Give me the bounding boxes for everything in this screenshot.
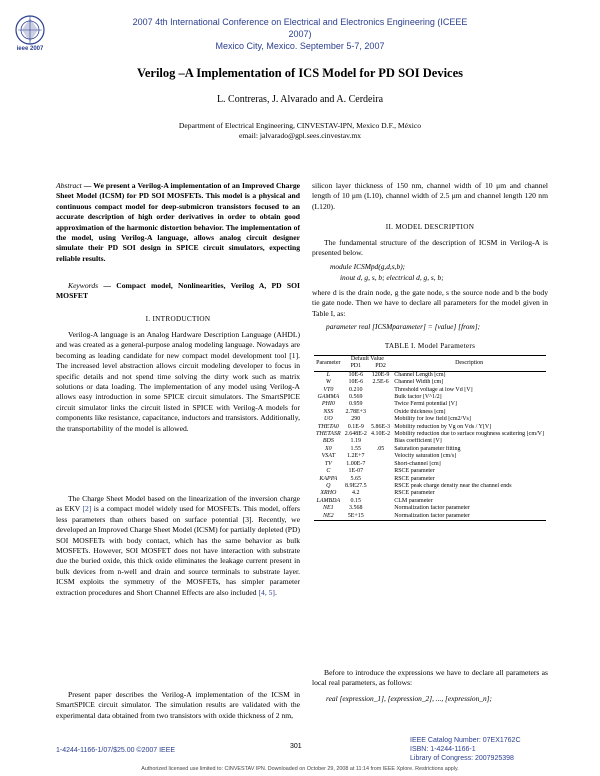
table-caption: TABLE I. Model Parameters: [384, 342, 476, 350]
introduction-body: [56, 330, 300, 434]
pd1-value-cell: 10E-6: [348, 371, 364, 378]
param-name-cell: UO: [324, 416, 333, 423]
keywords-text: Compact model, Nonlinearities, Verilog A, PD SOI MOSFET: [56, 281, 300, 301]
keywords-label: Keywords: [68, 281, 99, 290]
page-number: 301: [290, 743, 302, 750]
pd1-value-cell: 1.00E-7: [346, 460, 366, 467]
col-header-parameter: Parameter: [314, 356, 343, 372]
ieee-logo-icon: [8, 12, 52, 64]
affiliation-text: Department of Electrical Engineering, CINVESTAV-IPN, Mexico D.F., México: [178, 121, 422, 130]
table-row: [314, 461, 546, 468]
keywords: Keywords — Compact model, Nonlinearities, Verilog A, PD SOI MOSFET: [56, 281, 300, 301]
citation-link-2[interactable]: [2]: [82, 504, 92, 514]
verilog-module-code: [330, 262, 548, 283]
table-row: [314, 513, 546, 521]
pd1-value-cell: 5E+15: [343, 513, 369, 521]
pd1-value-cell: 0.959: [349, 401, 363, 408]
model-description-p1: [312, 238, 548, 259]
description-cell: Short-channel [cm]: [394, 460, 441, 467]
table-row: [314, 490, 546, 497]
param-name-cell: GAMMA: [317, 394, 340, 401]
pd2-value-cell: 4.10E-2: [370, 431, 391, 438]
pd2-value-cell: [369, 453, 392, 460]
right-intro-continuation: [312, 181, 548, 212]
description-cell: Mobility reduction by Vg on Vds / Y[V]: [394, 423, 492, 430]
pd1-value-cell: 1.55: [350, 445, 362, 452]
pd1-value-cell: 5.65: [350, 475, 362, 482]
pd2-value-cell: [369, 416, 392, 423]
description-cell: Threshold voltage at low Vd [V]: [394, 386, 473, 393]
section-heading-introduction: I. INTRODUCTION: [145, 315, 211, 323]
author-email: email: jalvarado@gpl.sees.cinvestav.mx: [238, 131, 362, 140]
pd1-value-cell: 2.648E-2: [344, 431, 367, 438]
description-cell: Normalization factor parameter: [392, 513, 546, 521]
pd2-value-cell: [369, 409, 392, 416]
param-name-cell: LAMBDA: [316, 497, 341, 504]
library-congress: Library of Congress: 2007925398: [410, 755, 514, 762]
pd2-value-cell: [369, 387, 392, 394]
description-cell: Twice Fermi potential [V]: [394, 401, 457, 408]
param-name-cell: X0: [325, 445, 332, 452]
pd1-value-cell: 1E-07: [348, 468, 364, 475]
table-row: [314, 409, 546, 416]
intro-paragraph-3-text: Present paper describes the Verilog-A implementation of the ICSM in SmartSPICE circuit simulator. The simulation results are validated with the experimental data obtained from two transistors with oxide thickness of 2 nm,: [56, 690, 300, 720]
pd1-value-cell: 10E-6: [348, 379, 364, 386]
pd2-value-cell: [369, 498, 392, 505]
pd2-value-cell: 2.5E-6: [372, 379, 389, 386]
table-row: [314, 438, 546, 445]
right-intro-text: silicon layer thickness of 150 nm, channel width of 10 μm and channel length of 10 μm (L10), channel width of 2.5 μm and channel length 120 nm (L120).: [312, 181, 548, 211]
param-name-cell: VSAT: [321, 453, 336, 460]
ieee-logo: [8, 12, 52, 64]
param-name-cell: Q: [326, 482, 331, 489]
footer-catalog: [410, 736, 521, 763]
description-cell: RSCE parameter: [394, 475, 435, 482]
pd2-value-cell: [369, 490, 392, 497]
pd1-value-cell: 0.15: [350, 497, 362, 504]
parameter-table: [314, 355, 546, 521]
conference-location: Mexico City, Mexico. September 5-7, 2007: [215, 41, 385, 51]
pd1-value-cell: 0.210: [349, 386, 363, 393]
table-row: [314, 387, 546, 394]
table-row: [314, 468, 546, 475]
after-table-text: Before to introduce the expressions we have to declare all parameters as local real parameters, as follows:: [312, 668, 548, 688]
description-cell: Bulk factor [V^1/2]: [394, 394, 442, 401]
col-header-pd1: PD1: [343, 363, 369, 371]
table-row: [314, 424, 546, 431]
description-cell: Normalization factor parameter: [394, 505, 470, 512]
code-line-inout: inout d, g, s, b; electrical d, g, s, b;: [340, 272, 444, 282]
description-cell: CLM parameter: [394, 497, 433, 504]
description-cell: RSCE peak charge density near the channel ends: [394, 482, 512, 489]
real-declaration: real [expression_1], [expression_2], ..., [expression_n];: [326, 694, 492, 703]
pd1-value-cell: 0.1E-9: [347, 423, 364, 430]
pd2-value-cell: [369, 438, 392, 445]
param-name-cell: VT0: [323, 386, 334, 393]
description-cell: Mobility reduction due to surface roughness scattering [cm/V]: [394, 431, 544, 438]
pd2-value-cell: 120E-9: [371, 371, 390, 378]
model-description-p1-text: The fundamental structure of the description of ICSM in Verilog-A is presented below.: [312, 238, 548, 258]
param-name-cell: KAPPA: [319, 475, 338, 482]
description-cell: Channel Length [cm]: [394, 371, 446, 378]
description-cell: RSCE parameter: [394, 468, 435, 475]
pd1-value-cell: 8.9E27.5: [344, 482, 367, 489]
table-row: [314, 431, 546, 438]
intro-paragraph-2: [56, 494, 300, 598]
catalog-number: IEEE Catalog Number: 07EX1762C: [410, 737, 521, 744]
pd2-value-cell: [369, 394, 392, 401]
description-cell: Bias coefficient [V]: [394, 438, 442, 445]
param-name-cell: XRHO: [320, 490, 337, 497]
citation-link-4-5[interactable]: [4, 5]: [258, 587, 275, 597]
pd1-value-cell: 290: [351, 416, 361, 423]
abstract-label: Abstract: [56, 181, 82, 190]
affiliation: [0, 121, 600, 141]
intro-paragraph-3: [56, 690, 300, 721]
catalog-isbn: ISBN: 1-4244-1166-1: [410, 746, 476, 753]
parameter-declaration: parameter real [ICSMparameter] = [value] [from];: [326, 322, 481, 331]
paper-authors: L. Contreras, J. Alvarado and A. Cerdeira: [216, 94, 384, 105]
param-name-cell: L: [326, 371, 330, 378]
param-name-cell: PHI0: [321, 401, 335, 408]
table-row: [314, 498, 546, 505]
authorized-notice: Authorized licensed use limited to: CINVESTAV IPN. Downloaded on October 29, 2008 at 11:14 from IEEE Xplore. Restrictions apply.: [141, 766, 459, 772]
pd1-value-cell: 4.2: [352, 490, 360, 497]
description-cell: Oxide thickness [cm]: [394, 408, 446, 415]
table-row: [314, 416, 546, 423]
description-cell: RSCE parameter: [394, 490, 435, 497]
table-row: [314, 505, 546, 512]
model-description-p2-text: where d is the drain node, g the gate node, s the source node and b the body tie gate node. Then we have to declare all parameters for the model given in Table I, as:: [312, 288, 548, 318]
table-body: [314, 371, 546, 520]
logo-caption: ieee 2007: [16, 46, 44, 52]
col-header-default: Default Value: [343, 356, 393, 364]
conference-name: 2007 4th International Conference on Electrical and Electronics Engineering (ICEEE 2007): [132, 17, 468, 39]
pd1-value-cell: 1.19: [350, 438, 362, 445]
code-line-module: module ICSMpd(g,d,s,b);: [330, 262, 406, 271]
intro-p2-middle: is a compact model widely used for MOSFETs. This model, offers less parameters than others based on surface potential [3]. Recently, we developed an Improved Charge Sheet Model (ICSM) for partially depleted (PD) SOI MOSFETs with body contact, which has the same behavior as bulk MOSFETs. However, SOI MOSFET does not have interaction with substrate due the buried oxide, this thick oxide eliminates the leakage current present in bulk devices from n-well and drain and source terminals to substrate layer. ICSM exploits the symmetry of the MOSFETs, has simpler parameter extraction procedures and Short Channel Effects are also included: [56, 504, 300, 597]
abstract: Abstract — We present a Verilog-A implementation of an Improved Charge Sheet Model (ICSM) for PD SOI MOSFETs. This model is a physical and continuous compact model for deep-submicron transistors focused to an accurate description of high order derivatives in order to obtain good approximation of the harmonic distortion behavior. The implementation of the model, using Verilog-A language, allows analog circuit designer simulate their PD SOI design in SPICE circuit simulators, expecting reliable results.: [56, 181, 300, 263]
param-name-cell: W: [325, 379, 331, 386]
pd1-value-cell: 1.2E+7: [347, 453, 365, 460]
pd2-value-cell: [369, 513, 392, 521]
intro-paragraph-1: Verilog-A language is an Analog Hardware Description Language (AHDL) and was created as a general-purpose analog modeling language. Nowadays are becoming as leading candidate for new compact model development tool [1]. The increased level abstraction allows circuit modeling developer to focus in specific details and not spend time solving the dirty work such as matrix solutions or data loading. The implementation of any model using Verilog-A allows easy introduction in some SPICE circuit simulators. The SmartSPICE circuit simulator links the circuit listed in SPICE with Verilog-A models for components like resistance, capacitance, inductors and transistors. Additionally, the transportability of the model is allowed.: [56, 330, 300, 433]
intro-p2-end: .: [274, 587, 277, 597]
table-row: [314, 401, 546, 408]
conference-header: [120, 16, 480, 52]
param-name-cell: NE1: [323, 505, 334, 512]
model-parameter-table: [314, 355, 546, 521]
table-row: [314, 483, 546, 490]
table-row: [314, 371, 546, 379]
param-name-cell: C: [326, 468, 331, 475]
pd1-value-cell: 2.78E+3: [345, 408, 367, 415]
param-name-cell: TV: [324, 460, 332, 467]
paper-title: Verilog –A Implementation of ICS Model for PD SOI Devices: [136, 66, 464, 80]
description-cell: Velocity saturation [cm/s]: [394, 453, 457, 460]
param-name-cell: NSS: [323, 408, 334, 415]
pd2-value-cell: [369, 483, 392, 490]
pd2-value-cell: 5.86E-3: [370, 423, 391, 430]
pd1-value-cell: 3.568: [349, 505, 363, 512]
param-name-cell: THETA0: [317, 423, 339, 430]
section-heading-model-description: II. MODEL DESCRIPTION: [385, 223, 475, 231]
description-cell: Saturation parameter fitting: [394, 445, 461, 452]
param-name-cell: NE2: [314, 513, 343, 521]
table-row: [314, 394, 546, 401]
param-name-cell: THETASR: [316, 431, 341, 438]
col-header-description: Description: [392, 356, 546, 372]
table-row: [314, 446, 546, 453]
footer-isbn: 1-4244-1166-1/07/$25.00 ©2007 IEEE: [56, 747, 176, 754]
col-header-pd2: PD2: [369, 363, 392, 371]
param-name-cell: BDS: [322, 438, 334, 445]
table-row: [314, 379, 546, 386]
pd2-value-cell: [369, 401, 392, 408]
description-cell: Channel Width [cm]: [394, 379, 444, 386]
intro-p2-start: The Charge Sheet Model based on the linearization of the inversion charge as EKV: [56, 494, 300, 514]
model-description-p2: [312, 288, 548, 319]
pd2-value-cell: [369, 468, 392, 475]
pd2-value-cell: [369, 461, 392, 468]
after-table-paragraph: [312, 668, 548, 689]
description-cell: Mobility for low field [cm2/Vs]: [394, 416, 471, 423]
pd2-value-cell: [369, 476, 392, 483]
pd1-value-cell: 0.569: [349, 394, 363, 401]
pd2-value-cell: .05: [376, 445, 385, 452]
table-row: [314, 453, 546, 460]
pd2-value-cell: [369, 505, 392, 512]
abstract-text: We present a Verilog-A implementation of an Improved Charge Sheet Model (ICSM) for PD SOI MOSFETs. This model is a physical and continuous compact model for deep-submicron transistors focused to an accurate description of high order derivatives in order to obtain good approximation of the harmonic distortion behavior. The implementation of the model, using Verilog-A language, allows analog circuit designer simulate their PD SOI design in SPICE circuit simulators, expecting reliable results.: [56, 181, 300, 263]
table-row: [314, 476, 546, 483]
